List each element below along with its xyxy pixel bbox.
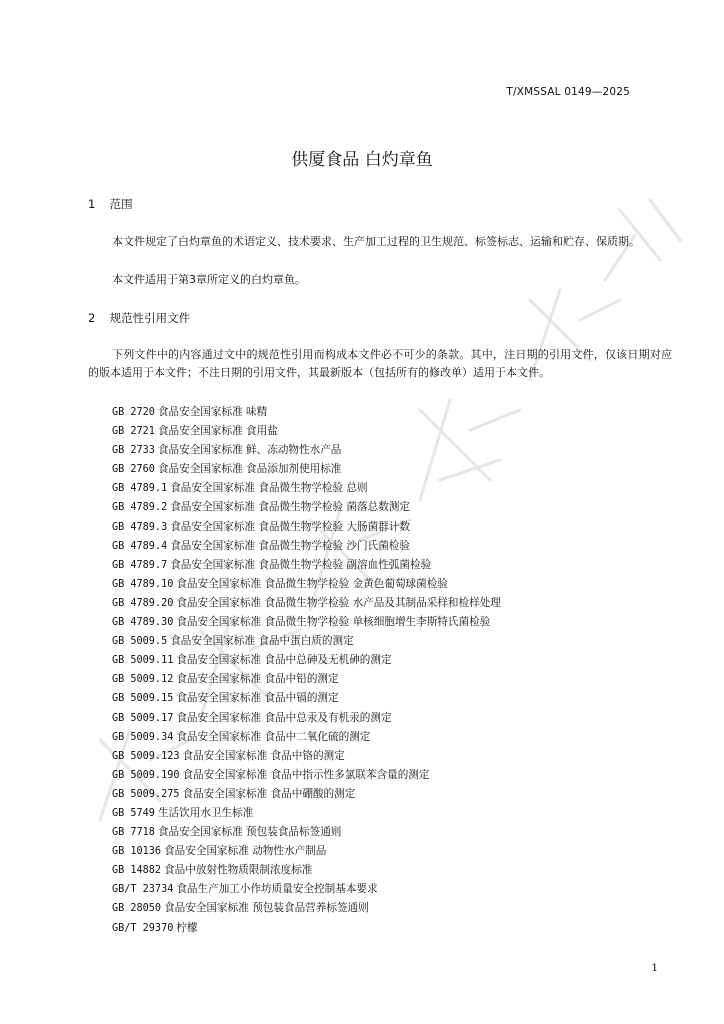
reference-item: [112, 518, 501, 537]
reference-title: 食品安全国家标准 食品添加剂使用标准: [157, 463, 342, 476]
reference-code: GB 2720: [112, 407, 155, 418]
reference-title: 食品安全国家标准 食用盐: [157, 425, 278, 438]
reference-title: 食品安全国家标准 食品中铬的测定: [182, 749, 345, 762]
page-number: 1: [651, 962, 658, 974]
reference-code: GB 5009.5: [112, 636, 168, 648]
reference-item: [112, 422, 501, 441]
reference-code: GB 2721: [112, 426, 155, 438]
reference-item: [112, 575, 501, 594]
reference-title: 食品安全国家标准 食品中镉的测定: [176, 692, 339, 705]
reference-code: GB 5009.12: [112, 674, 174, 686]
reference-title: 食品安全国家标准 食品微生物学检验 菌落总数测定: [170, 501, 410, 514]
reference-item: [112, 670, 501, 689]
reference-item: [112, 613, 501, 632]
reference-title: 食品安全国家标准 预包装食品营养标签通则: [164, 902, 369, 915]
reference-title: 食品安全国家标准 食品微生物学检验 金黄色葡萄球菌检验: [176, 577, 448, 590]
reference-code: GB 4789.30: [112, 617, 174, 629]
reference-item: [112, 556, 501, 575]
reference-code: GB 4789.20: [112, 597, 174, 609]
reference-title: 食品安全国家标准 食品中总汞及有机汞的测定: [176, 711, 392, 724]
reference-code: GB 4789.3: [112, 521, 168, 533]
reference-title: 食品安全国家标准 食品中二氧化硫的测定: [176, 730, 371, 743]
reference-code: GB 5009.15: [112, 693, 174, 705]
reference-code: GB 5749: [112, 807, 155, 819]
reference-code: GB 4789.7: [112, 559, 168, 571]
scope-paragraph-1: 本文件规定了白灼章鱼的术语定义、技术要求、生产加工过程的卫生规范、标签标志、运输和贮存、保质期。: [112, 235, 640, 248]
reference-title: 食品安全国家标准 食品微生物学检验 副溶血性弧菌检验: [170, 558, 432, 571]
reference-item: [112, 441, 501, 460]
reference-title: 食品安全国家标准 食品微生物学检验 沙门氏菌检验: [170, 539, 410, 552]
reference-item: [112, 766, 501, 785]
document-code: T/XMSSAL 0149—2025: [506, 86, 630, 98]
reference-code: GB/T 29370: [112, 922, 174, 934]
reference-item: [112, 747, 501, 766]
reference-title: 食品安全国家标准 食品微生物学检验 大肠菌群计数: [170, 520, 410, 533]
reference-item: [112, 498, 501, 517]
reference-item: [112, 651, 501, 670]
reference-code: GB 14882: [112, 865, 162, 877]
reference-item: [112, 632, 501, 651]
reference-title: 食品安全国家标准 食品中铅的测定: [176, 673, 339, 686]
reference-code: GB 10136: [112, 846, 162, 858]
reference-code: GB 2733: [112, 445, 155, 457]
reference-code: GB 7718: [112, 827, 155, 839]
reference-title: 食品安全国家标准 食品中指示性多氯联苯含量的测定: [182, 768, 430, 781]
reference-item: [112, 689, 501, 708]
reference-title: 食品安全国家标准 食品微生物学检验 总则: [170, 482, 368, 495]
reference-title: 柠檬: [176, 921, 198, 934]
reference-item: [112, 899, 501, 918]
reference-code: GB 2760: [112, 464, 155, 476]
reference-item: [112, 880, 501, 899]
reference-item: [112, 479, 501, 498]
reference-item: [112, 537, 501, 556]
section-heading-normative-references: [88, 310, 190, 326]
reference-code: GB 4789.4: [112, 540, 168, 552]
reference-title: 食品生产加工小作坊质量安全控制基本要求: [176, 883, 378, 896]
reference-code: GB 5009.34: [112, 731, 174, 743]
reference-title: 食品安全国家标准 食品中蛋白质的测定: [170, 635, 354, 648]
reference-code: GB 5009.275: [112, 788, 180, 800]
reference-code: GB 4789.1: [112, 483, 168, 495]
reference-code: GB 28050: [112, 903, 162, 915]
reference-item: [112, 594, 501, 613]
document-title: 供厦食品 白灼章鱼: [291, 150, 433, 170]
reference-code: GB 5009.11: [112, 655, 174, 667]
references-intro-paragraph: 下列文件中的内容通过文中的规范性引用而构成本文件必不可少的条款。其中，注日期的引用文件，仅该日期对应的版本适用于本文件；不注日期的引用文件，其最新版本（包括所有的修改单）适用于本文件。: [88, 348, 672, 379]
reference-item: [112, 728, 501, 747]
reference-item: [112, 403, 501, 422]
reference-title: 生活饮用水卫生标准: [157, 806, 254, 819]
reference-item: [112, 919, 501, 938]
reference-code: GB/T 23734: [112, 884, 174, 896]
reference-item: [112, 804, 501, 823]
section-heading-scope: [88, 196, 133, 212]
reference-title: 食品安全国家标准 味精: [157, 406, 268, 418]
section-title: 范围: [109, 197, 133, 211]
reference-item: [112, 861, 501, 880]
reference-title: 食品安全国家标准 食品中硼酸的测定: [182, 787, 356, 800]
reference-title: 食品安全国家标准 食品微生物学检验 水产品及其制品采样和检样处理: [176, 596, 501, 609]
reference-title: 食品安全国家标准 鲜、冻动物性水产品: [157, 444, 342, 457]
reference-title: 食品安全国家标准 动物性水产制品: [164, 845, 327, 858]
scope-paragraph-2: 本文件适用于第3章所定义的白灼章鱼。: [112, 273, 306, 286]
reference-title: 食品安全国家标准 预包装食品标签通则: [157, 826, 342, 839]
section-number: 2: [88, 311, 96, 325]
reference-code: GB 4789.2: [112, 502, 168, 514]
reference-list: [112, 403, 501, 938]
reference-code: GB 4789.10: [112, 578, 174, 590]
reference-item: [112, 842, 501, 861]
reference-title: 食品中放射性物质限制浓度标准: [164, 864, 313, 877]
reference-item: [112, 823, 501, 842]
section-title: 规范性引用文件: [109, 311, 191, 325]
reference-item: [112, 460, 501, 479]
section-number: 1: [88, 197, 96, 211]
reference-item: [112, 785, 501, 804]
reference-code: GB 5009.123: [112, 750, 180, 762]
reference-item: [112, 709, 501, 728]
reference-code: GB 5009.17: [112, 712, 174, 724]
reference-title: 食品安全国家标准 食品微生物学检验 单核细胞增生李斯特氏菌检验: [176, 616, 491, 629]
reference-title: 食品安全国家标准 食品中总砷及无机砷的测定: [176, 654, 392, 667]
reference-code: GB 5009.190: [112, 769, 180, 781]
